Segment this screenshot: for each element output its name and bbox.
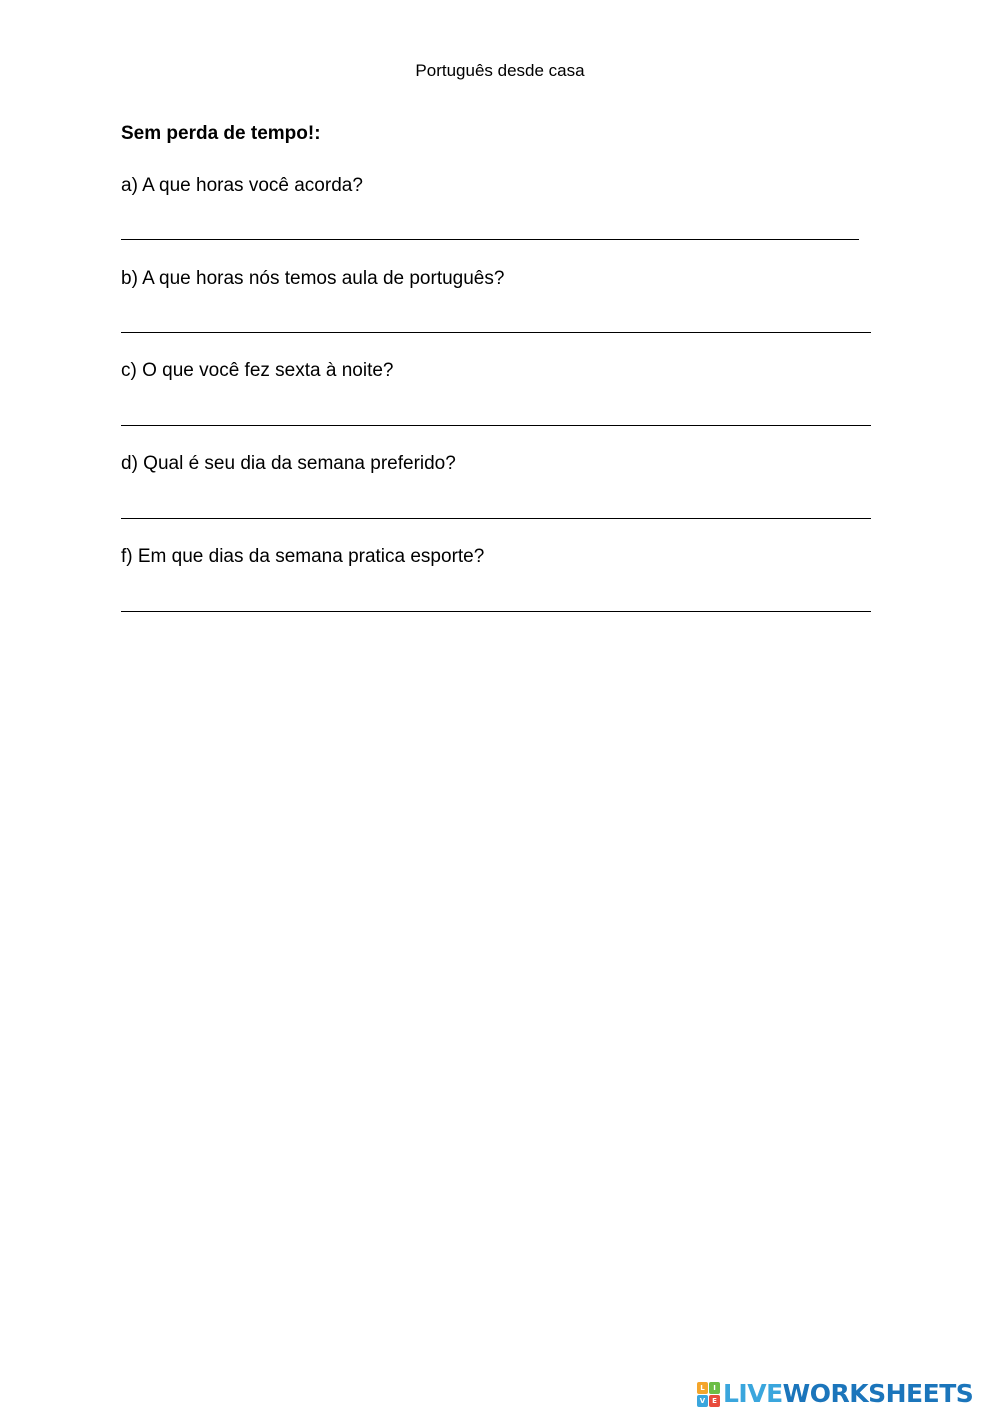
question-a: a) A que horas você acorda? xyxy=(121,175,363,196)
question-d: d) Qual é seu dia da semana preferido? xyxy=(121,453,456,474)
page-header-title: Português desde casa xyxy=(415,61,585,80)
logo-mark-tile: I xyxy=(709,1382,720,1394)
answer-line-b[interactable] xyxy=(121,332,871,333)
liveworksheets-logo xyxy=(697,1380,973,1408)
answer-line-f[interactable] xyxy=(121,611,871,612)
logo-mark-tile: V xyxy=(697,1395,708,1407)
answer-line-c[interactable] xyxy=(121,425,871,426)
question-b: b) A que horas nós temos aula de português? xyxy=(121,268,505,289)
worksheet-heading: Sem perda de tempo!: xyxy=(121,123,321,144)
question-c: c) O que você fez sexta à noite? xyxy=(121,360,394,381)
liveworksheets-logo-icon xyxy=(697,1382,720,1407)
question-f: f) Em que dias da semana pratica esporte? xyxy=(121,546,485,567)
logo-mark-tile: L xyxy=(697,1382,708,1394)
answer-line-a[interactable] xyxy=(121,239,859,240)
logo-wordmark: LIVEWORKSHEETS xyxy=(723,1379,974,1408)
logo-mark-tile: E xyxy=(709,1395,720,1407)
answer-line-d[interactable] xyxy=(121,518,871,519)
